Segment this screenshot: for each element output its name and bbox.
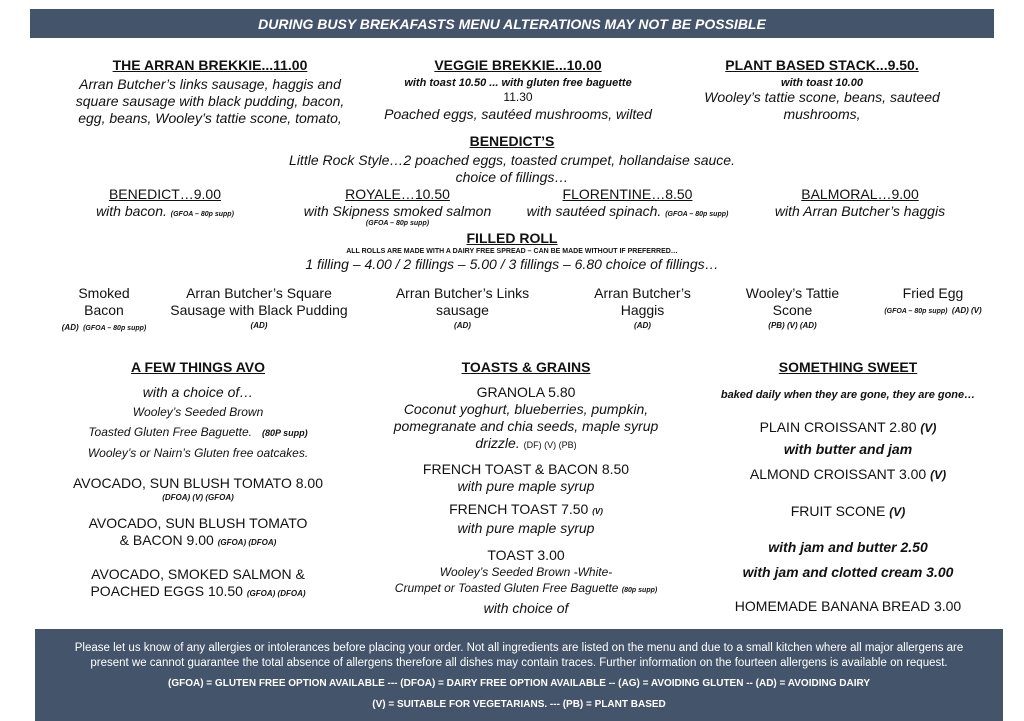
plant-stack-section [672,57,972,123]
benedicts-desc-1: Little Rock Style…2 poached eggs, toasted crumpet, hollandaise sauce. [289,152,735,168]
plant-stack-title: PLANT BASED STACK...9.50. [725,57,919,73]
plant-stack-line-3: mushrooms, [783,106,861,122]
notice-banner [30,9,994,38]
filling-line-2: Haggis [620,302,665,318]
veggie-brekkie-gf-price: 11.30 [503,90,533,104]
french-toast-title: FRENCH TOAST 7.50 [449,501,589,517]
almond-croissant-title: ALMOND CROISSANT 3.00 [749,466,927,482]
banana-bread-title: HOMEMADE BANANA BREAD 3.00 [734,598,962,614]
toasts-title: TOASTS & GRAINS [461,359,591,375]
allergen-key-1: (GFOA) = GLUTEN FREE OPTION AVAILABLE --- (DFOA) = DAIRY FREE OPTION AVAILABLE -- (AG) = AVOIDING GLUTEN -- (AD) = AVOIDING DAIRY [167,678,871,689]
filling-square-sausage [160,285,358,333]
filled-roll-title: FILLED ROLL [466,230,558,246]
filling-line-1: Smoked [78,285,130,301]
benedict-item-desc: with sautéed spinach. [526,203,662,219]
benedict-item-note: (GFOA – 80p supp) [365,220,430,227]
almond-croissant-tag: (V) [930,468,947,482]
arran-brekkie-section [60,57,360,127]
avo-section [48,359,348,602]
arran-brekkie-line-1: Arran Butcher’s links sausage, haggis and [79,76,341,92]
sweet-intro: baked daily when they are gone, they are gone… [720,389,976,401]
granola-desc-1: Coconut yoghurt, blueberries, pumpkin, [403,401,649,417]
filling-bacon [50,285,158,336]
avo-item-2-line-2: & BACON 9.00 [119,532,214,548]
toast-desc-2: Crumpet or Toasted Gluten Free Baguette [394,581,619,595]
filled-roll-prices: 1 filling – 4.00 / 2 fillings – 5.00 / 3 fillings – 6.80 choice of fillings… [305,256,719,272]
avo-bread-3: Wooley’s or Nairn’s Gluten free oatcakes. [87,446,309,460]
granola-tag: (DF) (V) (PB) [523,440,577,450]
arran-brekkie-title: THE ARRAN BREKKIE...11.00 [112,57,308,73]
granola-desc-2: pomegranate and chia seeds, maple syrup [393,418,659,434]
avo-bread-1: Wooley’s Seeded Brown [132,405,264,419]
avo-item-3-line-2: POACHED EGGS 10.50 [90,583,243,599]
benedict-item-balmoral [755,186,965,220]
benedict-item-note: (GFOA – 80p supp) [665,211,729,218]
filling-line-1: Fried Egg [902,285,964,301]
fruit-scone-title: FRUIT SCONE [790,503,886,519]
avo-item-1: AVOCADO, SUN BLUSH TOMATO 8.00 [73,475,323,491]
benedict-item-name: BENEDICT…9.00 [108,186,222,202]
toast-desc-3: with choice of [483,600,569,616]
veggie-brekkie-title: VEGGIE BREKKIE...10.00 [434,57,602,73]
filling-line-1: Wooley’s Tattie [745,285,840,301]
plant-stack-toast-option: with toast 10.00 [781,77,863,89]
filling-line-1: Arran Butcher’s Square [186,285,332,301]
arran-brekkie-line-2: square sausage with black pudding, bacon, [75,93,345,109]
filling-haggis [570,285,715,333]
avo-item-2-tag: (GFOA) (DFOA) [217,538,277,547]
plain-croissant-tag: (V) [920,421,937,435]
arran-brekkie-line-3: egg, beans, Wooley’s tattie scone, tomato, [78,110,342,126]
filling-tag: (AD) [454,321,471,330]
filled-roll-note: ALL ROLLS ARE MADE WITH A DAIRY FREE SPREAD – CAN BE MADE WITHOUT IF PREFERRED… [346,248,678,255]
filling-tag: (PB) (V) (AD) [768,321,817,330]
sweet-title: SOMETHING SWEET [778,359,918,375]
filling-tattie-scone [725,285,860,333]
allergy-line-1: Please let us know of any allergies or intolerances before placing your order. Not all ingredients are listed on the menu and due to a small kitchen where all major allergens are [74,642,964,654]
benedicts-section [262,133,762,186]
benedict-item-note: (GFOA – 80p supp) [170,211,234,218]
avo-title: A FEW THINGS AVO [130,359,266,375]
toast-title: TOAST 3.00 [487,547,565,563]
fruit-scone-option-2: with jam and clotted cream 3.00 [742,564,954,580]
benedict-item-desc: with Skipness smoked salmon [303,203,492,219]
benedict-item-desc: with Arran Butcher’s haggis [774,203,946,219]
benedict-item-florentine [515,186,740,223]
filling-supp: (GFOA – 80p supp) [884,308,948,315]
benedict-item-name: BALMORAL…9.00 [801,186,919,202]
french-toast-desc: with pure maple syrup [457,520,595,536]
notice-text: DURING BUSY BREKAFASTS MENU ALTERATIONS MAY NOT BE POSSIBLE [258,15,766,32]
avo-item-3-tag: (GFOA) (DFOA) [246,589,306,598]
filling-tag: (AD) (V) [951,306,982,315]
allergy-footer [35,629,1003,721]
fruit-scone-tag: (V) [889,505,906,519]
benedict-item-bacon [70,186,260,223]
filling-links-sausage [375,285,550,333]
french-toast-bacon-title: FRENCH TOAST & BACON 8.50 [422,461,630,477]
filling-tag: (AD) [250,321,268,330]
avo-item-2-line-1: AVOCADO, SUN BLUSH TOMATO [88,515,308,531]
filling-tag: (AD) [61,323,79,332]
avo-item-3-line-1: AVOCADO, SMOKED SALMON & [91,566,305,582]
french-toast-tag: (V) [592,507,603,516]
benedict-item-royale [285,186,510,228]
filling-line-2: Bacon [84,302,124,318]
veggie-brekkie-toast-option: with toast 10.50 ... with gluten free baguette [404,77,632,89]
filling-fried-egg [868,285,998,319]
toast-desc-2-supp: (80p supp) [621,587,658,594]
filling-line-1: Arran Butcher’s [594,285,691,301]
allergen-key-2: (V) = SUITABLE FOR VEGETARIANS. --- (PB) = PLANT BASED [372,699,666,710]
benedict-item-desc: with bacon. [96,203,167,219]
avo-intro: with a choice of… [142,384,254,400]
filling-line-2: Scone [772,302,813,318]
filling-supp: (GFOA – 80p supp) [83,325,147,332]
benedict-item-name: FLORENTINE…8.50 [562,186,693,202]
filling-line-2: sausage [436,302,489,318]
granola-title: GRANOLA 5.80 [476,384,576,400]
filling-tag: (AD) [634,321,651,330]
toasts-section [376,359,676,617]
allergy-line-2: present we cannot guarantee the total absence of allergens therefore all dishes may contain traces. Further information on the fourteen allergens is available on request. [90,657,948,669]
fruit-scone-option-1: with jam and butter 2.50 [768,539,928,555]
filling-line-1: Arran Butcher’s Links [395,285,530,301]
sweet-section [698,359,998,615]
toast-desc-1: Wooley’s Seeded Brown -White- [439,565,613,579]
benedict-item-name: ROYALE…10.50 [345,186,450,202]
plain-croissant-desc: with butter and jam [783,441,913,457]
benedicts-title: BENEDICT’S [469,133,555,149]
veggie-brekkie-desc: Poached eggs, sautéed mushrooms, wilted [384,106,652,122]
plant-stack-line-2: Wooley’s tattie scone, beans, sauteed [704,89,940,105]
avo-item-1-tag: (DFOA) (V) (GFOA) [162,493,234,502]
veggie-brekkie-section [368,57,668,123]
avo-bread-2-supp: (80P supp) [262,428,308,438]
plain-croissant-title: PLAIN CROISSANT 2.80 [759,419,917,435]
granola-desc-3: drizzle. [475,435,520,451]
benedicts-desc-2: choice of fillings… [455,169,569,185]
filled-roll-section [212,230,812,273]
avo-bread-2: Toasted Gluten Free Baguette. [88,425,252,439]
french-toast-bacon-desc: with pure maple syrup [457,478,595,494]
filling-line-2: Sausage with Black Pudding [170,302,348,318]
